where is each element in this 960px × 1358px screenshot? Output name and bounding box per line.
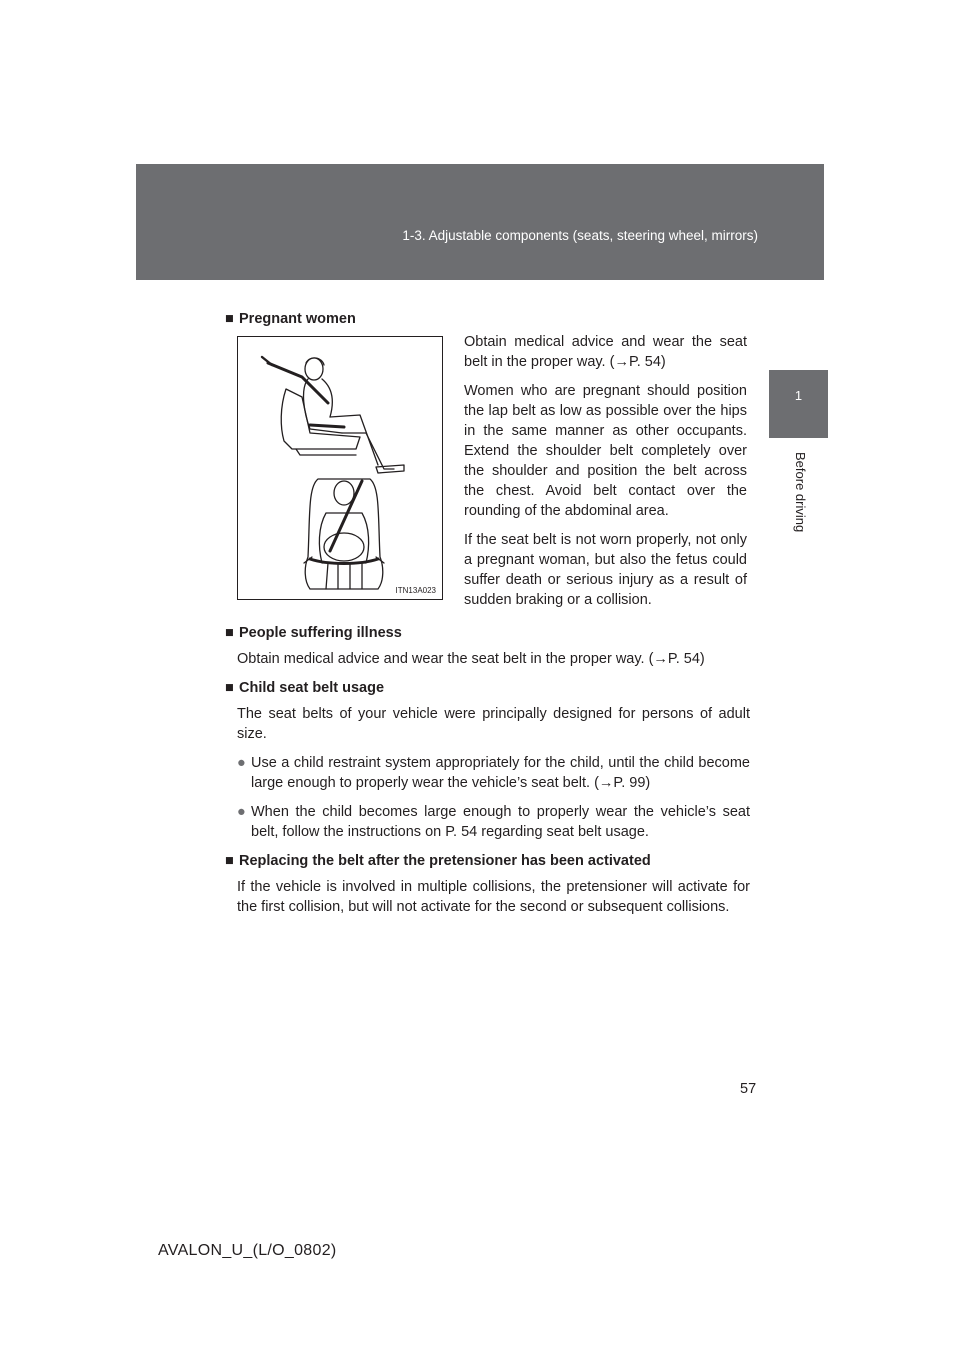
pregnant-paragraph-1: Obtain medical advice and wear the seat belt in the proper way. (→P. 54) (464, 334, 747, 370)
child-paragraph: The seat belts of your vehicle were principally designed for persons of adult size. (237, 706, 750, 742)
square-bullet-icon: ■ (225, 853, 234, 869)
pregnant-seatbelt-illustration (237, 336, 443, 600)
square-bullet-icon: ■ (225, 311, 234, 327)
page-number: 57 (740, 1081, 757, 1097)
document-code: AVALON_U_(L/O_0802) (158, 1242, 337, 1259)
pregnant-paragraph-2: Women who are pregnant should position the lap belt as low as possible over the hips in the same manner as other occupants. Extend the shoulder belt completely over the shoulder and position the belt across the chest. Avoid belt contact over the rounding of the abdominal area. (464, 383, 747, 519)
heading-text: Replacing the belt after the pretensioner has been activated (239, 853, 651, 869)
chapter-number: 1 (794, 388, 803, 403)
round-bullet-icon: ● (237, 804, 246, 820)
child-bullet-2 (237, 802, 750, 842)
page-content (225, 309, 750, 917)
round-bullet-icon: ● (237, 755, 246, 771)
header-band (136, 164, 824, 280)
heading-replacing-belt (225, 851, 750, 871)
child-bullet-1 (237, 753, 750, 793)
square-bullet-icon: ■ (225, 680, 234, 696)
heading-illness (225, 623, 750, 643)
figure-row (225, 336, 750, 610)
square-bullet-icon: ■ (225, 625, 234, 641)
chapter-label: Before driving (793, 452, 808, 533)
figure-code: ITN13A023 (395, 586, 436, 595)
heading-child-seat-belt (225, 678, 750, 698)
heading-pregnant-women (225, 309, 750, 329)
illness-paragraph: Obtain medical advice and wear the seat belt in the proper way. (→P. 54) (237, 651, 705, 667)
heading-text: People suffering illness (239, 625, 402, 641)
pregnant-text (464, 332, 747, 610)
seatbelt-illustration-svg (238, 337, 442, 599)
replacing-paragraph: If the vehicle is involved in multiple collisions, the pretensioner will activate for the first collision, but will not activate for the second or subsequent collisions. (237, 879, 750, 915)
bullet-text: Use a child restraint system appropriately for the child, until the child become large enough to properly wear the vehicle’s seat belt. (→P. 99) (251, 755, 750, 791)
chapter-tab (769, 370, 828, 438)
bullet-text: When the child becomes large enough to properly wear the vehicle’s seat belt, follow the instructions on P. 54 regarding seat belt usage. (251, 804, 750, 840)
heading-text: Pregnant women (239, 311, 356, 327)
section-title: 1-3. Adjustable components (seats, steering wheel, mirrors) (402, 228, 758, 243)
pregnant-paragraph-3: If the seat belt is not worn properly, not only a pregnant woman, but also the fetus could suffer death or serious injury as a result of sudden braking or a collision. (464, 532, 747, 608)
heading-text: Child seat belt usage (239, 680, 385, 696)
